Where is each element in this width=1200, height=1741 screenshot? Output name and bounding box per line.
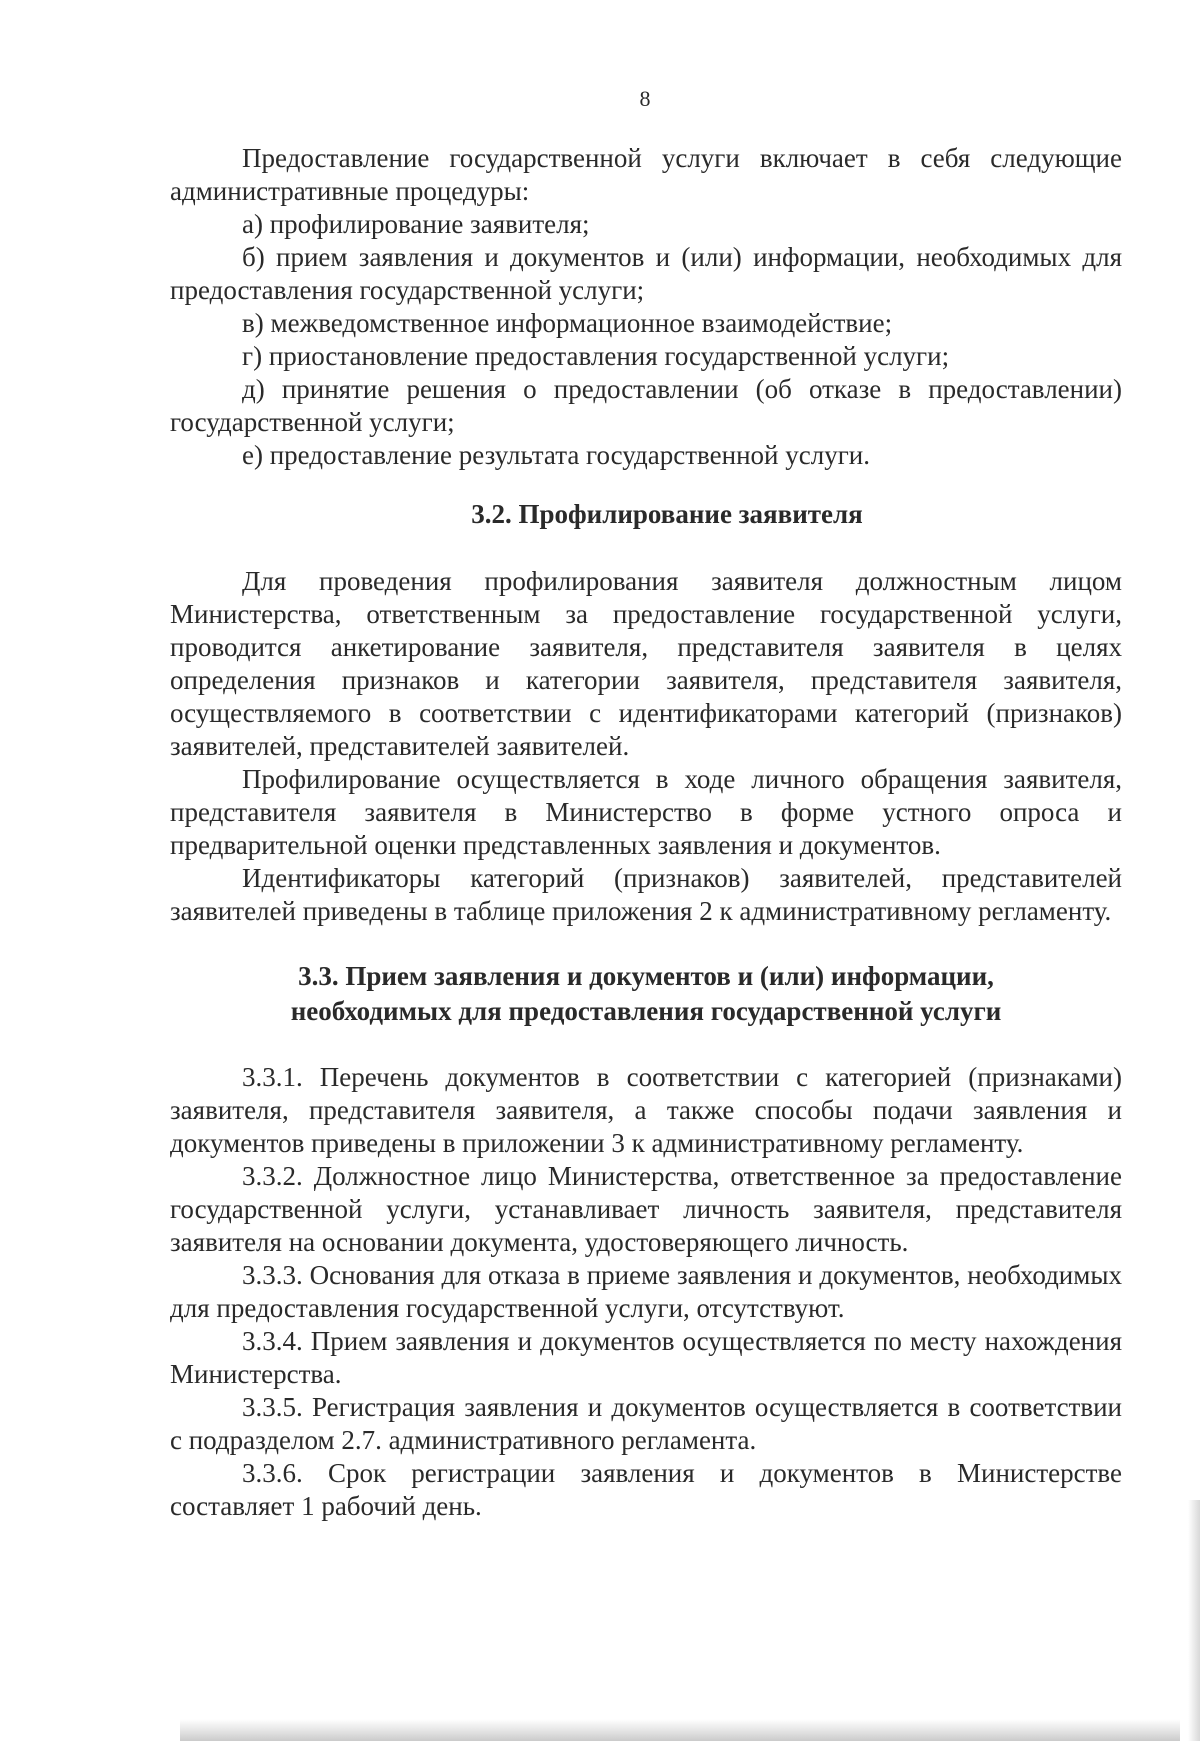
section-3-2-paragraph: Идентификаторы категорий (признаков) заявителей, представителей заявителей приведены в таблице приложения 2 к административному регламенту.	[170, 863, 1122, 926]
section-heading-3-3-line2: необходимых для предоставления государственной услуги	[290, 996, 1002, 1026]
section-3-2-paragraph: Профилирование осуществляется в ходе личного обращения заявителя, представителя заявителя в Министерство в форме устного опроса и предварительной оценки представленных заявления и документов.	[170, 764, 1122, 860]
section-heading-3-2: 3.2. Профилирование заявителя	[471, 499, 863, 529]
page-number: 8	[639, 86, 651, 111]
intro-paragraph: Предоставление государственной услуги включает в себя следующие административные процедуры:	[170, 143, 1122, 206]
document-body	[170, 142, 1122, 1523]
clause-3-3-5: 3.3.5. Регистрация заявления и документов осуществляется в соответствии с подразделом 2.7. административного регламента.	[170, 1392, 1122, 1455]
scan-edge-shadow-bottom	[180, 1719, 1180, 1741]
procedure-item-e: е) предоставление результата государственной услуги.	[242, 440, 870, 470]
clause-3-3-6: 3.3.6. Срок регистрации заявления и документов в Министерстве составляет 1 рабочий день.	[170, 1458, 1122, 1521]
clause-3-3-1: 3.3.1. Перечень документов в соответствии с категорией (признаками) заявителя, представителя заявителя, а также способы подачи заявления и документов приведены в приложении 3 к административному регламенту.	[170, 1062, 1122, 1158]
procedure-item-v: в) межведомственное информационное взаимодействие;	[242, 308, 893, 338]
section-heading-3-3-line1: 3.3. Прием заявления и документов и (или) информации,	[298, 961, 994, 991]
procedure-item-d: д) принятие решения о предоставлении (об отказе в предоставлении) государственной услуги;	[170, 374, 1122, 437]
clause-3-3-2: 3.3.2. Должностное лицо Министерства, ответственное за предоставление государственной услуги, устанавливает личность заявителя, представителя заявителя на основании документа, удостоверяющего личность.	[170, 1161, 1122, 1257]
section-3-2-paragraph: Для проведения профилирования заявителя должностным лицом Министерства, ответственным за предоставление государственной услуги, проводится анкетирование заявителя, представителя заявителя в целях определения признаков и категории заявителя, представителя заявителя, осуществляемого в соответствии с идентификаторами категорий (признаков) заявителей, представителей заявителей.	[170, 566, 1122, 761]
scan-edge-shadow-right	[1188, 1500, 1200, 1741]
clause-3-3-3: 3.3.3. Основания для отказа в приеме заявления и документов, необходимых для предоставления государственной услуги, отсутствуют.	[170, 1260, 1122, 1323]
procedure-item-a: а) профилирование заявителя;	[242, 209, 590, 239]
procedure-item-b: б) прием заявления и документов и (или) информации, необходимых для предоставления государственной услуги;	[170, 242, 1122, 305]
section-heading-3-3	[170, 959, 1122, 1029]
clause-3-3-4: 3.3.4. Прием заявления и документов осуществляется по месту нахождения Министерства.	[170, 1326, 1122, 1389]
procedure-item-g: г) приостановление предоставления государственной услуги;	[242, 341, 950, 371]
